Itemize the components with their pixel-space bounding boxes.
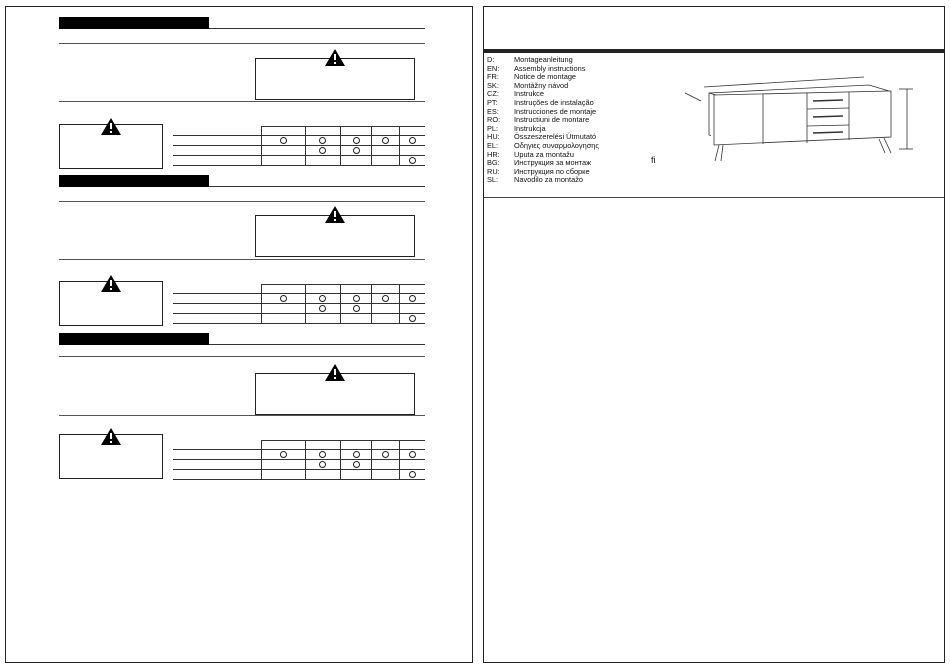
warning-triangle-icon: [325, 49, 345, 66]
table-header-row: [173, 441, 425, 450]
warning-triangle-icon: [101, 275, 121, 292]
table-cell: [262, 450, 306, 460]
table-cell: [262, 304, 306, 314]
table-label-cell: [173, 285, 262, 294]
section-1-warning-box-left: [59, 124, 163, 169]
warning-triangle-icon: [101, 118, 121, 135]
language-title: Instructiuni de montare: [514, 115, 590, 125]
table-cell: [341, 460, 372, 470]
table-cell: [305, 314, 340, 324]
section-3-rule-top: [59, 356, 425, 357]
table-cell: [372, 304, 400, 314]
table-label-cell: [173, 156, 262, 166]
table-header-cell: [305, 285, 340, 294]
table-cell: [341, 470, 372, 480]
table-header-cell: [400, 285, 425, 294]
circle-marker-icon: [353, 305, 360, 312]
language-title: Instrukcja: [514, 123, 546, 133]
table-header-cell: [262, 127, 306, 136]
circle-marker-icon: [409, 157, 416, 164]
table-cell: [400, 314, 425, 324]
table-cell: [341, 450, 372, 460]
table-header-cell: [400, 441, 425, 450]
table-row: [173, 136, 425, 146]
warning-triangle-icon: [101, 428, 121, 445]
section-1-table: [173, 126, 425, 166]
left-page: [5, 6, 473, 663]
section-1-header-bar: [59, 17, 209, 29]
section-1-rule-top: [59, 43, 425, 44]
language-title: Инструкция за монтаж: [514, 158, 592, 168]
table-cell: [372, 470, 400, 480]
circle-marker-icon: [409, 137, 416, 144]
circle-marker-icon: [382, 295, 389, 302]
warning-triangle-icon: [325, 364, 345, 381]
table-cell: [400, 304, 425, 314]
table-cell: [262, 136, 306, 146]
circle-marker-icon: [280, 451, 287, 458]
table-label-cell: [173, 460, 262, 470]
section-2-table: [173, 284, 425, 324]
language-title: Montážny návod: [514, 80, 569, 90]
table-cell: [262, 460, 306, 470]
language-title: Notice de montage: [514, 72, 577, 82]
table-row: [173, 450, 425, 460]
circle-marker-icon: [319, 295, 326, 302]
table-cell: [305, 136, 340, 146]
table-cell: [372, 136, 400, 146]
table-cell: [400, 460, 425, 470]
table-label-cell: [173, 127, 262, 136]
language-code: CZ:: [487, 89, 499, 99]
circle-marker-icon: [319, 147, 326, 154]
header-rule: [484, 49, 944, 53]
table-label-cell: [173, 314, 262, 324]
table-cell: [372, 156, 400, 166]
fi-mark: ﬁ: [651, 155, 656, 165]
table-header-cell: [262, 285, 306, 294]
table-cell: [305, 470, 340, 480]
table-cell: [305, 156, 340, 166]
language-code: EL:: [487, 140, 499, 150]
table-header-cell: [372, 127, 400, 136]
circle-marker-icon: [280, 295, 287, 302]
language-item: [487, 176, 599, 185]
language-code: D:: [487, 55, 495, 64]
language-code: EN:: [487, 63, 500, 73]
table-header-cell: [372, 285, 400, 294]
language-title: Összeszerelési Útmutató: [514, 132, 597, 142]
table-cell: [262, 294, 306, 304]
circle-marker-icon: [319, 305, 326, 312]
table-cell: [341, 314, 372, 324]
table-cell: [372, 460, 400, 470]
section-2-header-rule: [209, 186, 425, 187]
table-cell: [400, 294, 425, 304]
section-3-rule-mid: [59, 415, 425, 416]
table-row: [173, 314, 425, 324]
table-cell: [341, 294, 372, 304]
circle-marker-icon: [280, 137, 287, 144]
language-title: Assembly instructions: [514, 63, 586, 73]
table-cell: [305, 460, 340, 470]
sideboard-illustration: [679, 65, 929, 165]
table-cell: [400, 470, 425, 480]
table-label-cell: [173, 304, 262, 314]
table-cell: [305, 450, 340, 460]
table-cell: [400, 450, 425, 460]
section-3-warning-box-left: [59, 434, 163, 479]
table-cell: [305, 304, 340, 314]
table-cell: [341, 146, 372, 156]
table-row: [173, 294, 425, 304]
table-label-cell: [173, 470, 262, 480]
table-header-cell: [372, 441, 400, 450]
circle-marker-icon: [353, 451, 360, 458]
table-row: [173, 460, 425, 470]
language-title: Instruções de instalação: [514, 97, 594, 107]
section-3-table: [173, 440, 425, 480]
right-page: [483, 6, 945, 663]
circle-marker-icon: [353, 137, 360, 144]
section-1-header-rule: [209, 28, 425, 29]
circle-marker-icon: [353, 295, 360, 302]
table-label-cell: [173, 441, 262, 450]
circle-marker-icon: [409, 471, 416, 478]
header-bottom-rule: [484, 197, 944, 198]
language-title: Navodilo za montažo: [514, 175, 584, 185]
circle-marker-icon: [353, 461, 360, 468]
circle-marker-icon: [409, 315, 416, 322]
table-header-cell: [341, 285, 372, 294]
warning-triangle-icon: [325, 206, 345, 223]
section-1-rule-mid: [59, 101, 425, 102]
language-title: Instrukce: [514, 89, 544, 99]
section-2-warning-box-left: [59, 281, 163, 326]
table-header-cell: [341, 441, 372, 450]
table-row: [173, 470, 425, 480]
language-list: [487, 56, 599, 185]
table-cell: [400, 156, 425, 166]
table-cell: [262, 314, 306, 324]
language-code: ES:: [487, 106, 499, 116]
section-3-header-rule: [209, 344, 425, 345]
circle-marker-icon: [319, 461, 326, 468]
language-code: BG:: [487, 158, 500, 168]
section-2-rule-top: [59, 201, 425, 202]
circle-marker-icon: [409, 451, 416, 458]
circle-marker-icon: [353, 147, 360, 154]
table-cell: [262, 156, 306, 166]
section-2-warning-box-right: [255, 215, 415, 257]
table-cell: [305, 294, 340, 304]
language-code: SL:: [487, 175, 499, 185]
language-code: RU:: [487, 166, 500, 176]
language-title: Инструкция по сборке: [514, 166, 590, 176]
circle-marker-icon: [319, 137, 326, 144]
table-header-row: [173, 127, 425, 136]
table-label-cell: [173, 294, 262, 304]
circle-marker-icon: [319, 451, 326, 458]
table-label-cell: [173, 136, 262, 146]
circle-marker-icon: [382, 137, 389, 144]
language-code: RO:: [487, 115, 501, 125]
circle-marker-icon: [409, 295, 416, 302]
table-header-cell: [400, 127, 425, 136]
table-cell: [341, 304, 372, 314]
section-1-warning-box-right: [255, 58, 415, 100]
table-row: [173, 304, 425, 314]
table-label-cell: [173, 450, 262, 460]
table-cell: [372, 450, 400, 460]
language-title: Uputa za montažu: [514, 149, 574, 159]
language-code: HU:: [487, 132, 500, 142]
table-cell: [400, 146, 425, 156]
language-title: Οδηγιες συναρμολογησης: [514, 140, 599, 150]
table-cell: [372, 294, 400, 304]
circle-marker-icon: [382, 451, 389, 458]
table-header-cell: [262, 441, 306, 450]
table-row: [173, 156, 425, 166]
section-2-rule-mid: [59, 259, 425, 260]
section-2-header-bar: [59, 175, 209, 187]
table-header-cell: [305, 127, 340, 136]
table-row: [173, 146, 425, 156]
table-cell: [262, 146, 306, 156]
language-code: PL:: [487, 123, 499, 133]
table-header-row: [173, 285, 425, 294]
language-code: HR:: [487, 149, 500, 159]
language-code: PT:: [487, 97, 498, 107]
table-cell: [341, 136, 372, 146]
table-cell: [400, 136, 425, 146]
table-cell: [372, 146, 400, 156]
table-cell: [305, 146, 340, 156]
language-code: SK:: [487, 80, 499, 90]
section-3-header-bar: [59, 333, 209, 345]
table-cell: [341, 156, 372, 166]
language-code: FR:: [487, 72, 499, 82]
table-header-cell: [305, 441, 340, 450]
table-cell: [372, 314, 400, 324]
table-cell: [262, 470, 306, 480]
language-title: Montageanleitung: [514, 55, 573, 64]
section-3-warning-box-right: [255, 373, 415, 415]
table-label-cell: [173, 146, 262, 156]
table-header-cell: [341, 127, 372, 136]
language-title: Instrucciones de montaje: [514, 106, 597, 116]
